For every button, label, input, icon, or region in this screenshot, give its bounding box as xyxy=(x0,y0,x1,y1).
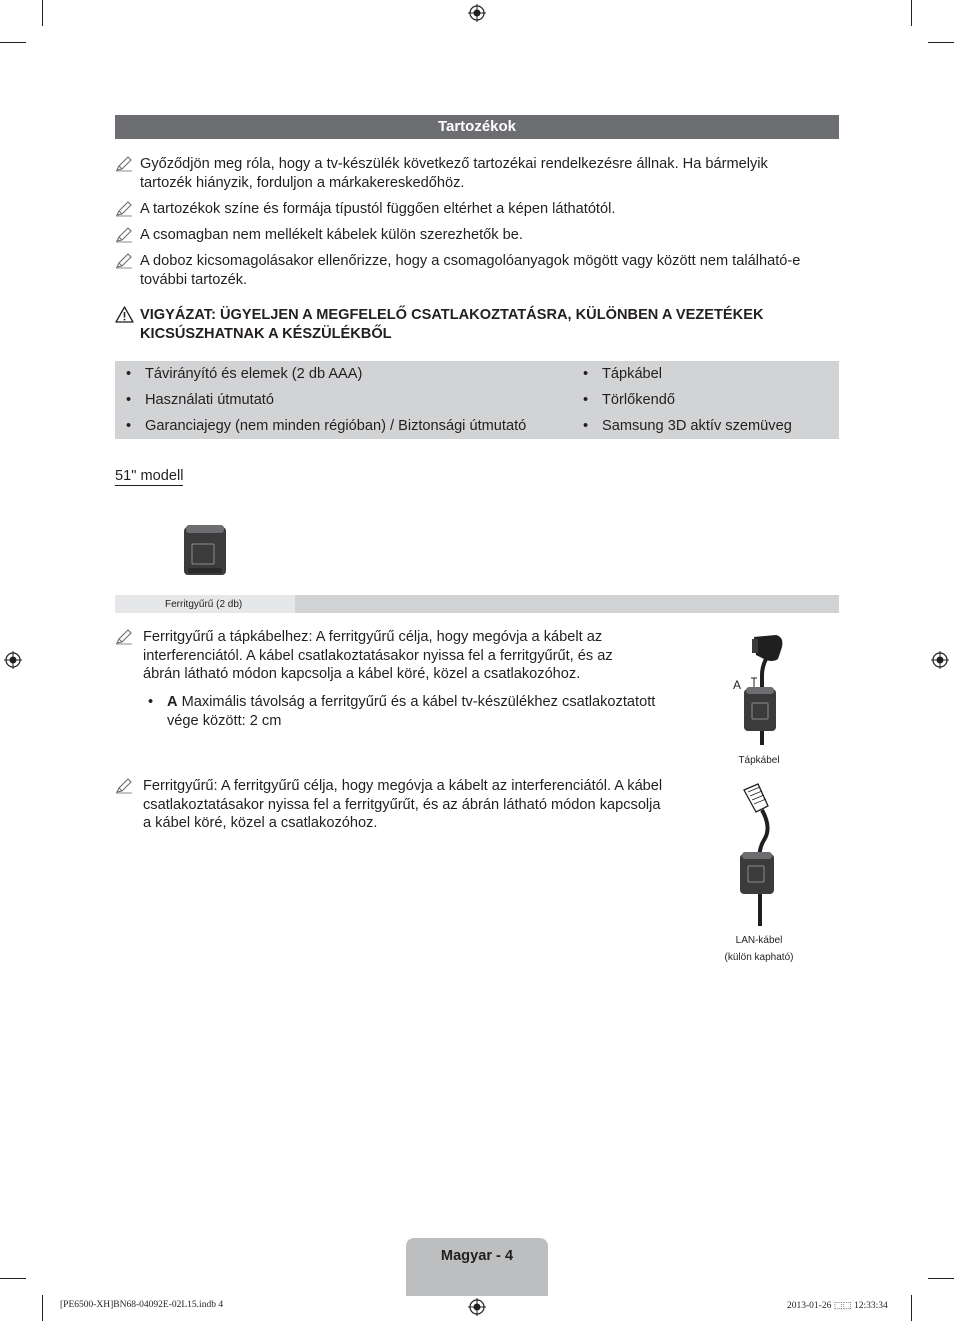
caution-warning xyxy=(115,306,839,344)
lan-cable-caption-note: (külön kapható) xyxy=(724,952,794,963)
caution-text: VIGYÁZAT: ÜGYELJEN A MEGFELELŐ CSATLAKOZTATÁSRA, KÜLÖNBEN A VEZETÉKEK KICSÚSZHATNAK A KÉSZÜLÉKBŐL xyxy=(140,307,764,342)
note-text: Ferritgyűrű a tápkábelhez: A ferritgyűrű célja, hogy megóvja a kábelt az interferenciától. A kábel csatlakoztatásakor nyissa fel a ferritgyűrűt, és az ábrán látható módon kapcsolja a kábel köré, közel a csatlakozóhoz. xyxy=(143,629,613,682)
power-cable-icon xyxy=(738,633,788,745)
note-item xyxy=(115,777,670,833)
note-pen-icon xyxy=(115,778,133,794)
footer-timestamp: 2013-01-26 ⬚⬚ 12:33:34 xyxy=(787,1301,888,1311)
page-number: Magyar - 4 xyxy=(406,1238,548,1296)
lan-cable-caption: LAN-kábel xyxy=(735,935,783,946)
list-item: • Törlőkendő xyxy=(583,392,676,408)
ferrite-caption: Ferritgyűrű (2 db) xyxy=(165,599,243,610)
note-text: A csomagban nem mellékelt kábelek külön szerezhetők be. xyxy=(140,227,523,243)
crop-mark xyxy=(42,1295,43,1321)
lan-cable-icon xyxy=(734,782,784,926)
section-title: Tartozékok xyxy=(115,115,839,139)
list-item: • Használati útmutató xyxy=(126,392,274,408)
list-item: • A Maximális távolság a ferritgyűrű és a kábel tv-készülékhez csatlakoztatott vége között: 2 cm xyxy=(148,694,656,729)
distance-label: A xyxy=(167,694,178,710)
crop-mark xyxy=(42,0,43,26)
list-item: • Tápkábel xyxy=(583,366,663,382)
note-text: Ferritgyűrű: A ferritgyűrű célja, hogy megóvja a kábelt az interferenciától. A kábel csatlakoztatásakor nyissa fel a ferritgyűrűt, és az ábrán látható módon kapcsolja a kábel köré, közel a csatlakozóhoz. xyxy=(143,778,663,831)
note-text: Győződjön meg róla, hogy a tv-készülék következő tartozékai rendelkezésre állnak. Ha bármelyik tartozék hiányzik, forduljon a márkakereskedőhöz. xyxy=(140,156,768,191)
note-pen-icon xyxy=(115,156,133,172)
note-text: A doboz kicsomagolásakor ellenőrizze, hogy a csomagolóanyagok mögött vagy között nem található-e további tartozék. xyxy=(140,253,801,288)
crop-mark xyxy=(0,1278,26,1279)
caution-triangle-icon xyxy=(115,306,134,323)
crop-mark xyxy=(0,42,26,43)
list-item: • Távirányító és elemek (2 db AAA) xyxy=(126,366,363,382)
footer-file-info: [PE6500-XH]BN68-04092E-02L15.indb 4 xyxy=(60,1300,224,1310)
distance-text: Maximális távolság a ferritgyűrű és a kábel tv-készülékhez csatlakoztatott vége között: 2 cm xyxy=(167,694,656,729)
ferrite-core-icon xyxy=(180,522,230,578)
note-pen-icon xyxy=(115,629,133,645)
registration-mark-icon xyxy=(931,651,949,669)
note-pen-icon xyxy=(115,253,133,269)
note-item xyxy=(115,226,815,245)
crop-mark xyxy=(928,42,954,43)
registration-mark-icon xyxy=(4,651,22,669)
registration-mark-icon xyxy=(468,1298,486,1316)
registration-mark-icon xyxy=(468,4,486,22)
crop-mark xyxy=(928,1278,954,1279)
note-item xyxy=(115,200,815,219)
note-item xyxy=(115,252,815,289)
note-text: A tartozékok színe és formája típustól függően eltérhet a képen láthatótól. xyxy=(140,201,616,217)
note-item xyxy=(115,155,815,192)
note-pen-icon xyxy=(115,201,133,217)
power-cable-caption: Tápkábel xyxy=(738,755,780,766)
power-cable-point-label: A xyxy=(733,678,742,692)
crop-mark xyxy=(911,0,912,26)
crop-mark xyxy=(911,1295,912,1321)
list-item: • Samsung 3D aktív szemüveg xyxy=(583,418,792,434)
note-item xyxy=(115,628,640,684)
list-item: • Garanciajegy (nem minden régióban) / Biztonsági útmutató xyxy=(126,418,527,434)
model-label: 51" modell xyxy=(115,468,184,484)
note-pen-icon xyxy=(115,227,133,243)
